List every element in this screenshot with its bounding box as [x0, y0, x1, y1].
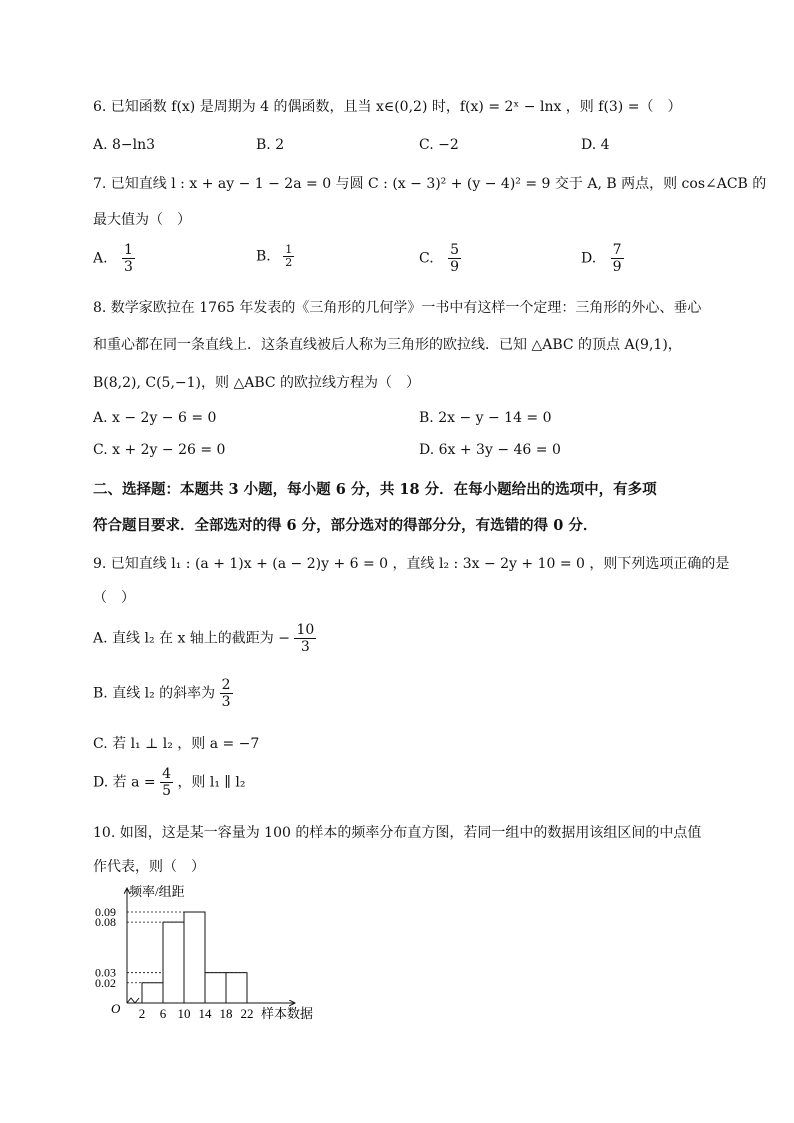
- q8-line3: B(8,2), C(5,−1)，则 △ABC 的欧拉线方程为（ ）: [93, 375, 421, 391]
- histogram-bar: [226, 973, 247, 1003]
- y-tick-label: 0.09: [95, 905, 116, 920]
- q8-option-a: A. x − 2y − 6 = 0: [93, 410, 217, 426]
- y-axis-label: 频率/组距: [129, 884, 185, 899]
- q9-paren: （ ）: [93, 590, 135, 606]
- y-tick-label: 0.02: [95, 975, 116, 990]
- axis-break-mark: [127, 998, 139, 1003]
- q9-option-a: A. 直线 l₂ 在 x 轴上的截距为 − $\frac{10}{3}$: [93, 622, 315, 655]
- x-tick-label: 18: [219, 1006, 233, 1021]
- q7-d-numerator: 7: [612, 242, 622, 258]
- q7-option-b: B. $\frac{1}{2}$: [256, 243, 293, 269]
- q7-a-numerator: 1: [124, 242, 133, 258]
- q8-option-b: B. 2x − y − 14 = 0: [419, 410, 552, 426]
- x-tick-label: 22: [240, 1006, 254, 1021]
- q7-option-c: C. $\frac{5}{9}$: [419, 242, 460, 275]
- x-tick-label: 2: [138, 1006, 146, 1021]
- section2-line2: 符合题目要求．全部选对的得 6 分，部分选对的得部分分，有选错的得 0 分．: [93, 517, 598, 534]
- histogram-bar: [184, 912, 205, 1003]
- q9-a-numerator: 10: [296, 622, 315, 638]
- section2-line1: 二、选择题：本题共 3 小题，每小题 6 分，共 18 分．在每小题给出的选项中，有多项: [93, 481, 657, 498]
- q9-stem: 9. 已知直线 l₁ : (a + 1)x + (a − 2)y + 6 = 0 ，直线 l₂ : 3x − 2y + 10 = 0 ，则下列选项正确的是: [93, 556, 730, 572]
- q6-option-a: A. 8−ln3: [93, 137, 156, 153]
- q7-a-denominator: 3: [124, 259, 133, 275]
- q8-option-d: D. 6x + 3y − 46 = 0: [419, 442, 561, 458]
- q10-line2: 作代表，则（ ）: [93, 859, 205, 875]
- q9-b-denominator: 3: [221, 694, 231, 710]
- q8-line1: 8. 数学家欧拉在 1765 年发表的《三角形的几何学》一书中有这样一个定理：三角形的外心、垂心: [93, 300, 702, 316]
- q6-stem: 6. 已知函数 f(x) 是周期为 4 的偶函数，且当 x∈(0,2) 时，f(x) = 2ˣ − lnx ，则 f(3) =（ ）: [93, 99, 682, 115]
- q7-d-denominator: 9: [612, 259, 622, 275]
- q10-line1: 10. 如图，这是某一容量为 100 的样本的频率分布直方图，若同一组中的数据用该组区间的中点值: [93, 825, 702, 841]
- q9-option-b: B. 直线 l₂ 的斜率为 $\frac{2}{3}$: [93, 677, 231, 710]
- origin-label: O: [111, 1001, 121, 1016]
- histogram-bar: [142, 983, 163, 1003]
- x-tick-label: 14: [198, 1006, 212, 1021]
- q7-option-a: A. $\frac{1}{3}$: [93, 242, 133, 275]
- frequency-histogram: [95, 878, 335, 1028]
- q8-option-c: C. x + 2y − 26 = 0: [93, 442, 226, 458]
- q7-b-numerator: 1: [285, 243, 293, 256]
- q7-stem-line1: 7. 已知直线 l : x + ay − 1 − 2a = 0 与圆 C : (x − 3)² + (y − 4)² = 9 交于 A, B 两点，则 cos∠ACB 的: [93, 176, 767, 192]
- q7-c-denominator: 9: [450, 259, 460, 275]
- x-tick-label: 6: [159, 1006, 167, 1021]
- q6-option-d: D. 4: [581, 137, 610, 153]
- q9-b-numerator: 2: [221, 677, 231, 693]
- histogram-bar: [205, 973, 226, 1003]
- q9-d-numerator: 4: [162, 766, 171, 782]
- y-tick-label: 0.08: [95, 915, 116, 930]
- q9-option-c: C. 若 l₁ ⊥ l₂ ，则 a = −7: [93, 736, 260, 752]
- q9-d-denominator: 5: [162, 783, 171, 799]
- histogram-bar: [163, 922, 184, 1003]
- q9-a-denominator: 3: [300, 639, 310, 655]
- x-tick-label: 10: [177, 1006, 191, 1021]
- q7-c-numerator: 5: [450, 242, 460, 258]
- q7-b-denominator: 2: [285, 256, 293, 269]
- q7-option-d: D. $\frac{7}{9}$: [581, 242, 622, 275]
- y-tick-label: 0.03: [95, 965, 116, 980]
- q8-line2: 和重心都在同一条直线上．这条直线被后人称为三角形的欧拉线．已知 △ABC 的顶点 A(9,1)，: [93, 337, 682, 353]
- q6-option-c: C. −2: [419, 137, 459, 153]
- q7-stem-line2: 最大值为（ ）: [93, 212, 191, 228]
- x-axis-label: 样本数据: [261, 1006, 314, 1021]
- q6-option-b: B. 2: [256, 137, 285, 153]
- q9-option-d: D. 若 a = $\frac{4}{5}$ ，则 l₁ ∥ l₂: [93, 766, 246, 799]
